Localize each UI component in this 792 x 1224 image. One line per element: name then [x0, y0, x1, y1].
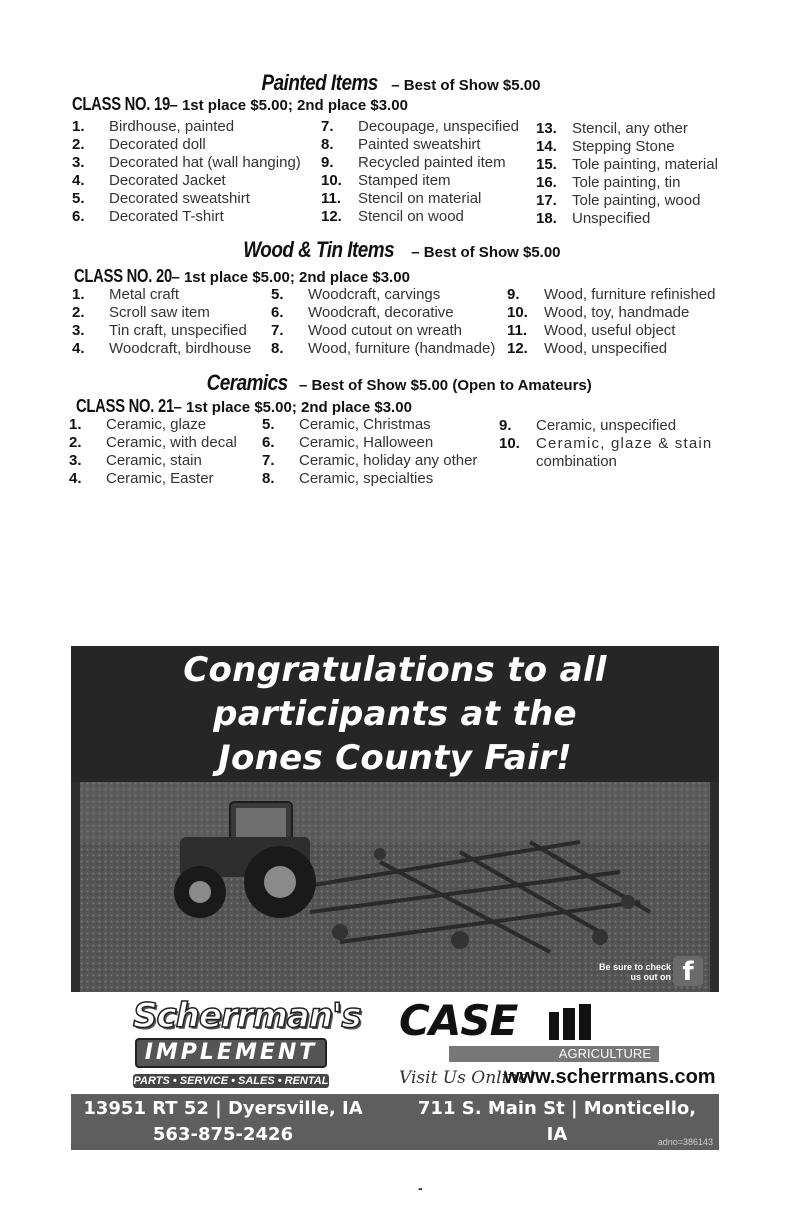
list-item: [72, 190, 250, 208]
section-heading: Ceramics: [206, 370, 288, 395]
list-item: [499, 417, 677, 435]
item-label: Ceramic, unspecified: [536, 417, 677, 434]
item-number: 1.: [69, 416, 82, 433]
phone-number[interactable]: 563-875-2426: [152, 1124, 294, 1145]
item-label: Ceramic, with decal: [106, 434, 237, 451]
list-item: [72, 286, 180, 304]
item-number: 15.: [536, 156, 557, 173]
list-item: [536, 156, 718, 174]
class-21-column-3: [499, 417, 713, 471]
list-item: [72, 136, 206, 154]
list-item: [536, 138, 675, 156]
class-line-20: [74, 266, 410, 287]
section-title-ceramics: [0, 370, 792, 396]
class-20-column-1: [72, 286, 252, 358]
item-number: 7.: [262, 452, 275, 469]
item-label: Decorated sweatshirt: [109, 190, 250, 207]
class-number: CLASS NO. 19: [72, 94, 170, 114]
item-label: Stencil on material: [358, 190, 482, 207]
list-item: [321, 154, 506, 172]
item-label: Stamped item: [358, 172, 451, 189]
list-item: [536, 210, 651, 228]
list-item: [271, 322, 462, 340]
list-item: [262, 470, 434, 488]
item-number: 3.: [72, 322, 85, 339]
item-label: Decorated doll: [109, 136, 206, 153]
best-of-show: – Best of Show $5.00: [411, 244, 561, 261]
list-item: [72, 154, 301, 172]
item-label: Decorated hat (wall hanging): [109, 154, 301, 171]
ad-number: adno=386143: [657, 1137, 713, 1147]
item-label: Wood, furniture (handmade): [308, 340, 496, 357]
section-heading: Wood & Tin Items: [243, 237, 395, 262]
item-number: 8.: [262, 470, 275, 487]
list-item: [536, 120, 688, 138]
location-dyersville: [77, 1096, 369, 1148]
class-places: – 1st place $5.00; 2nd place $3.00: [169, 97, 408, 114]
list-item: [271, 286, 441, 304]
item-number: 1.: [72, 286, 85, 303]
item-number: 10.: [507, 304, 528, 321]
item-number: 11.: [507, 322, 528, 339]
class-20-column-2: [271, 286, 496, 358]
logo-band: [71, 992, 719, 1094]
item-label: Ceramic, specialties: [299, 470, 434, 487]
item-label: Ceramic, Easter: [106, 470, 214, 487]
list-item: [321, 208, 464, 226]
list-item: [72, 340, 252, 358]
item-label: Ceramic, Halloween: [299, 434, 434, 451]
list-item: [271, 340, 496, 358]
item-number: 4.: [72, 172, 85, 189]
list-item: [507, 322, 676, 340]
item-label: Unspecified: [572, 210, 651, 227]
best-of-show: – Best of Show $5.00 (Open to Amateurs): [298, 377, 592, 394]
list-item: [321, 118, 519, 136]
list-item: [262, 416, 431, 434]
item-label: Woodcraft, carvings: [308, 286, 441, 303]
best-of-show: – Best of Show $5.00: [391, 77, 541, 94]
class-line-21: [76, 396, 412, 417]
item-number: 3.: [72, 154, 85, 171]
class-19-column-3: [536, 120, 718, 228]
item-number: 5.: [271, 286, 284, 303]
item-number: 6.: [72, 208, 85, 225]
item-number: 8.: [271, 340, 284, 357]
case-ih-icon: [549, 1004, 595, 1040]
item-label: Tin craft, unspecified: [109, 322, 247, 339]
list-item: [507, 340, 668, 358]
item-label: Tole painting, tin: [572, 174, 681, 191]
visit-us-online: Visit Us Online!: [399, 1068, 535, 1088]
item-number: 5.: [72, 190, 85, 207]
list-item: [536, 192, 701, 210]
tractor-photo: [80, 782, 710, 992]
class-21-column-2: [262, 416, 478, 488]
class-20-column-3: [507, 286, 716, 358]
item-number: 9.: [499, 417, 512, 434]
scherrmans-logo: [133, 996, 361, 1088]
facebook-note-line: us out on: [630, 972, 671, 982]
item-label: Ceramic, holiday any other: [299, 452, 478, 469]
item-label: Tole painting, wood: [572, 192, 701, 209]
item-number: 17.: [536, 192, 557, 209]
agriculture-label: AGRICULTURE: [449, 1046, 659, 1062]
item-label: Decoupage, unspecified: [358, 118, 519, 135]
case-wordmark: CASE: [399, 996, 518, 1045]
list-item: [321, 136, 481, 154]
list-item: [72, 118, 235, 136]
item-label: Decorated Jacket: [109, 172, 226, 189]
item-label: Ceramic, stain: [106, 452, 202, 469]
list-item: [271, 304, 454, 322]
item-number: 5.: [262, 416, 275, 433]
list-item: [499, 435, 713, 453]
item-label: Ceramic, glaze: [106, 416, 207, 433]
item-label: Ceramic, glaze & stain: [536, 435, 713, 452]
list-item: [69, 434, 237, 452]
class-19-column-1: [72, 118, 301, 226]
list-item: [321, 172, 451, 190]
list-item: [69, 470, 214, 488]
item-number: 2.: [69, 434, 82, 451]
item-number: 7.: [271, 322, 284, 339]
item-label: Stencil, any other: [572, 120, 688, 137]
congrats-line: Congratulations to all: [183, 650, 607, 690]
class-19-column-2: [321, 118, 519, 226]
facebook-note-line: Be sure to check: [598, 962, 671, 972]
item-number: 6.: [271, 304, 284, 321]
class-21-column-1: [69, 416, 237, 488]
item-label: Decorated T-shirt: [109, 208, 224, 225]
item-label: Stepping Stone: [572, 138, 675, 155]
item-number: 9.: [507, 286, 520, 303]
section-title-wood-tin: [0, 237, 792, 263]
item-number: 12.: [321, 208, 342, 225]
item-label: combination: [536, 453, 617, 470]
list-item: [262, 452, 478, 470]
item-number: 7.: [321, 118, 334, 135]
item-label: Tole painting, material: [572, 156, 718, 173]
item-label: Wood, unspecified: [544, 340, 668, 357]
item-number: 10.: [499, 435, 520, 452]
item-number: 10.: [321, 172, 342, 189]
item-label: Woodcraft, birdhouse: [109, 340, 252, 357]
list-item: [72, 322, 247, 340]
section-heading: Painted Items: [260, 70, 378, 95]
website-link[interactable]: www.scherrmans.com: [504, 1066, 716, 1088]
item-number: 11.: [321, 190, 342, 207]
location-monticello: [407, 1096, 707, 1174]
item-label: Metal craft: [109, 286, 180, 303]
item-number: 16.: [536, 174, 557, 191]
item-label: Wood, useful object: [544, 322, 676, 339]
item-label: Birdhouse, painted: [109, 118, 235, 135]
list-item: [321, 190, 482, 208]
item-label: Scroll saw item: [109, 304, 210, 321]
address-line: 711 S. Main St | Monticello, IA: [417, 1098, 697, 1145]
list-item: [69, 416, 207, 434]
list-item: [262, 434, 434, 452]
case-logo: [399, 996, 716, 1088]
congrats-line: participants at the: [213, 694, 577, 734]
advertisement: [71, 646, 719, 1171]
implement-label: IMPLEMENT: [135, 1038, 327, 1068]
ad-header: [71, 646, 719, 782]
congratulations-message: [71, 648, 719, 780]
item-label: Wood, furniture refinished: [544, 286, 716, 303]
item-number: 8.: [321, 136, 334, 153]
section-title-painted: [0, 70, 792, 96]
item-number: 4.: [69, 470, 82, 487]
congrats-line: Jones County Fair!: [218, 738, 572, 778]
item-number: 2.: [72, 304, 85, 321]
facebook-icon[interactable]: f: [673, 956, 703, 986]
class-number: CLASS NO. 20: [74, 266, 172, 286]
address-band: [71, 1094, 719, 1171]
list-item: [72, 172, 226, 190]
item-number: 18.: [536, 210, 557, 227]
item-label: Ceramic, Christmas: [299, 416, 431, 433]
list-item: [69, 452, 202, 470]
item-label: Recycled painted item: [358, 154, 506, 171]
item-number: 12.: [507, 340, 528, 357]
item-label: Stencil on wood: [358, 208, 464, 225]
item-number: 9.: [321, 154, 334, 171]
item-number: 1.: [72, 118, 85, 135]
class-places: – 1st place $5.00; 2nd place $3.00: [171, 269, 410, 286]
item-number: 13.: [536, 120, 557, 137]
list-item: [72, 208, 224, 226]
list-item: [499, 453, 617, 471]
class-places: – 1st place $5.00; 2nd place $3.00: [173, 399, 412, 416]
address-line: 13951 RT 52 | Dyersville, IA: [83, 1098, 363, 1119]
item-number: 4.: [72, 340, 85, 357]
item-number: 2.: [72, 136, 85, 153]
item-label: Wood, toy, handmade: [544, 304, 690, 321]
services-label: PARTS • SERVICE • SALES • RENTAL: [133, 1075, 329, 1087]
list-item: [536, 174, 681, 192]
item-label: Woodcraft, decorative: [308, 304, 454, 321]
scherrmans-name: Scherrman's: [133, 996, 361, 1036]
list-item: [72, 304, 210, 322]
facebook-note: [599, 962, 671, 982]
phone-number[interactable]: 319-465-3519: [486, 1150, 628, 1171]
page-mark: -: [418, 1180, 423, 1196]
item-label: Wood cutout on wreath: [308, 322, 462, 339]
list-item: [507, 286, 716, 304]
list-item: [507, 304, 690, 322]
class-number: CLASS NO. 21: [76, 396, 174, 416]
item-label: Painted sweatshirt: [358, 136, 481, 153]
item-number: 3.: [69, 452, 82, 469]
class-line-19: [72, 94, 408, 115]
item-number: 6.: [262, 434, 275, 451]
item-number: 14.: [536, 138, 557, 155]
